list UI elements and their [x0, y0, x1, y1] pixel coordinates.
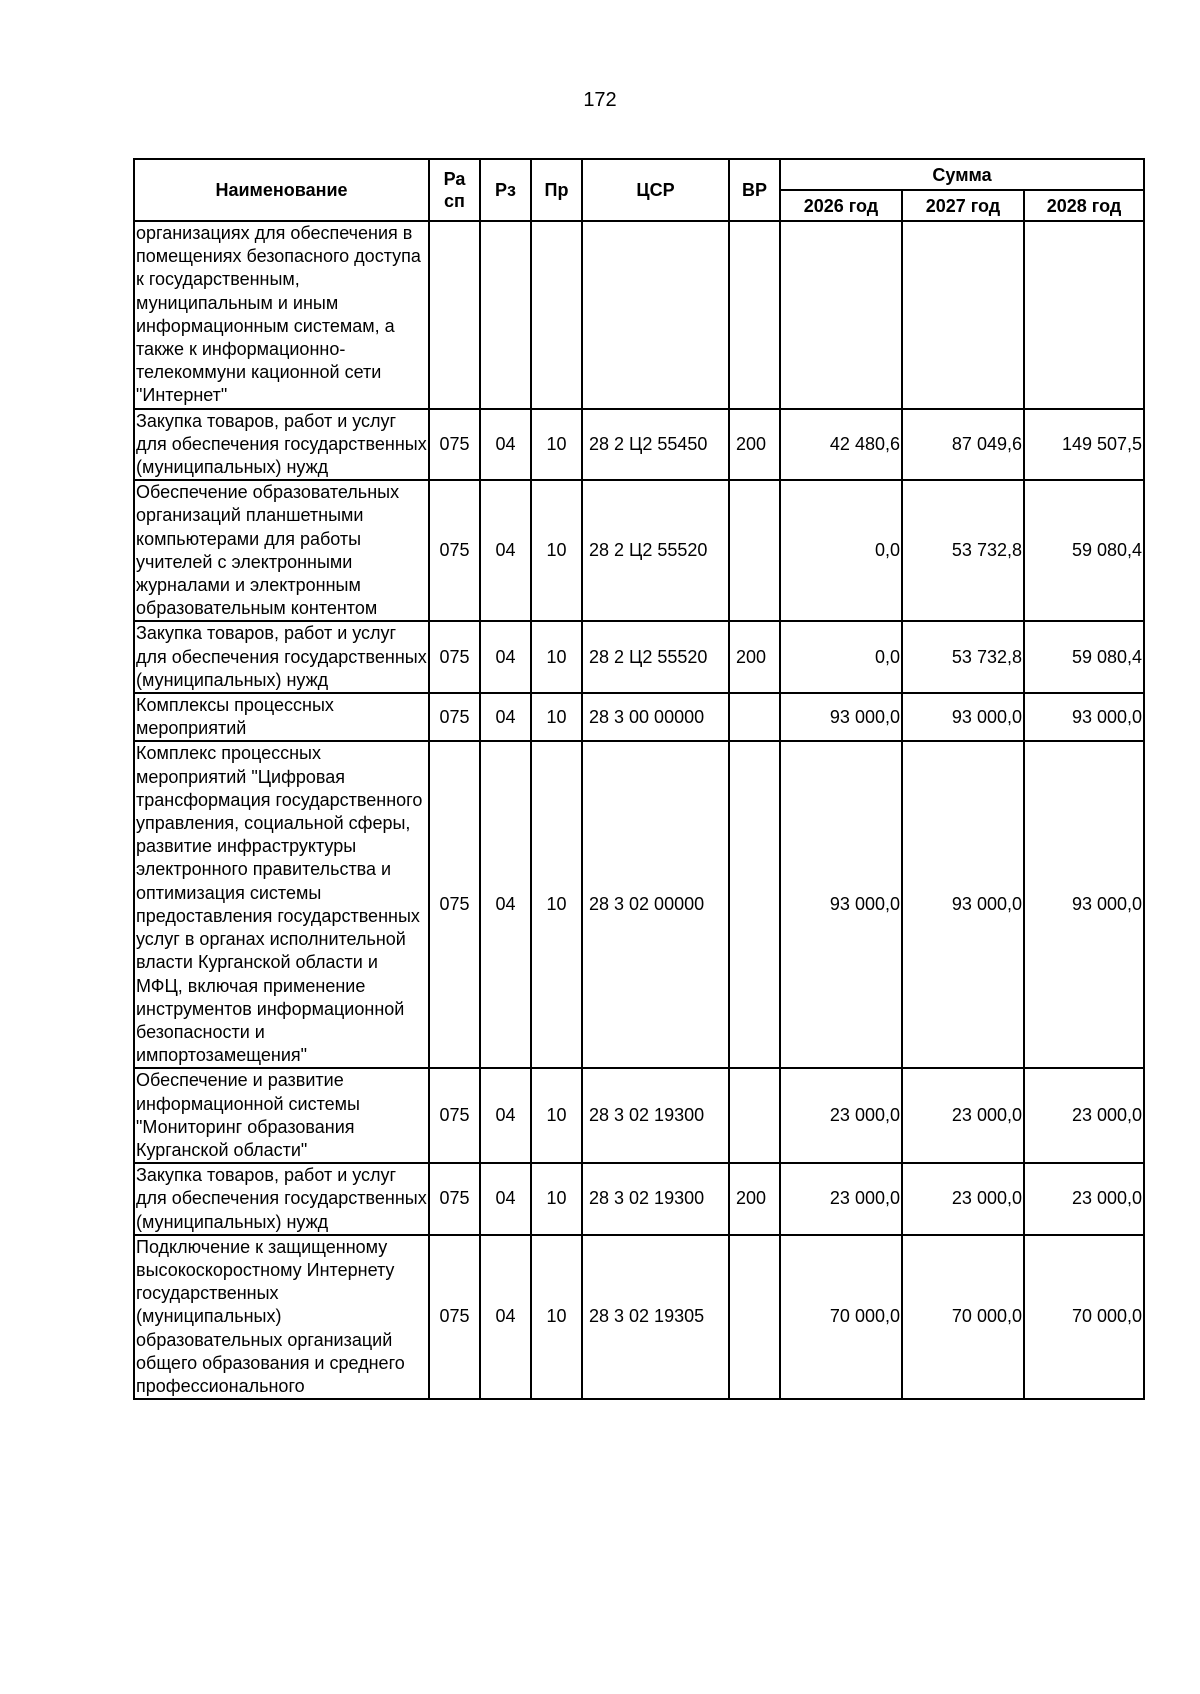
row-pr: 10 [531, 1068, 582, 1163]
table-row [134, 621, 1144, 693]
row-rz: 04 [480, 409, 531, 481]
row-amount-2026: 93 000,0 [780, 741, 902, 1068]
row-vr: 200 [729, 409, 780, 481]
header-rasp: Ра сп [429, 159, 480, 221]
row-name: организациях для обеспечения в помещениях безопасного доступа к государственным, муниципальным и иным информационным системам, а также к информационно-телекоммуни кационной сети "Интернет" [134, 221, 429, 409]
table-body [134, 221, 1144, 1399]
table-row [134, 1235, 1144, 1399]
row-name: Закупка товаров, работ и услуг для обеспечения государственных (муниципальных) нужд [134, 1163, 429, 1235]
table-row [134, 480, 1144, 621]
table-row [134, 221, 1144, 409]
row-rasp: 075 [429, 480, 480, 621]
header-csr: ЦСР [582, 159, 729, 221]
header-name: Наименование [134, 159, 429, 221]
row-amount-2028: 70 000,0 [1024, 1235, 1144, 1399]
row-csr [582, 221, 729, 409]
row-amount-2028: 59 080,4 [1024, 621, 1144, 693]
row-pr: 10 [531, 480, 582, 621]
header-year-2028: 2028 год [1024, 190, 1144, 221]
row-amount-2027: 87 049,6 [902, 409, 1024, 481]
row-rasp: 075 [429, 693, 480, 741]
row-vr [729, 693, 780, 741]
row-amount-2026: 23 000,0 [780, 1163, 902, 1235]
row-amount-2028: 149 507,5 [1024, 409, 1144, 481]
row-amount-2027: 93 000,0 [902, 693, 1024, 741]
row-amount-2026: 93 000,0 [780, 693, 902, 741]
row-name: Подключение к защищенному высокоскоростному Интернету государственных (муниципальных) образовательных организаций общего образования и среднего профессионального [134, 1235, 429, 1399]
row-vr [729, 480, 780, 621]
row-pr: 10 [531, 1235, 582, 1399]
page-number: 172 [583, 89, 617, 111]
row-amount-2028 [1024, 221, 1144, 409]
row-csr: 28 2 Ц2 55520 [582, 621, 729, 693]
row-vr [729, 1068, 780, 1163]
row-pr: 10 [531, 741, 582, 1068]
row-pr: 10 [531, 693, 582, 741]
row-amount-2027: 93 000,0 [902, 741, 1024, 1068]
table-row [134, 1163, 1144, 1235]
row-name: Закупка товаров, работ и услуг для обеспечения государственных (муниципальных) нужд [134, 621, 429, 693]
row-amount-2027: 70 000,0 [902, 1235, 1024, 1399]
row-amount-2026: 0,0 [780, 480, 902, 621]
row-rasp: 075 [429, 741, 480, 1068]
table-row [134, 741, 1144, 1068]
row-rasp: 075 [429, 1163, 480, 1235]
row-amount-2026: 0,0 [780, 621, 902, 693]
row-rz: 04 [480, 1068, 531, 1163]
row-name: Комплексы процессных мероприятий [134, 693, 429, 741]
table-row [134, 693, 1144, 741]
row-amount-2028: 59 080,4 [1024, 480, 1144, 621]
table-row [134, 1068, 1144, 1163]
table-row [134, 409, 1144, 481]
row-rasp [429, 221, 480, 409]
row-csr: 28 2 Ц2 55450 [582, 409, 729, 481]
header-sum: Сумма [780, 159, 1144, 190]
row-amount-2027: 23 000,0 [902, 1163, 1024, 1235]
row-rz: 04 [480, 1235, 531, 1399]
row-vr [729, 741, 780, 1068]
header-year-2027: 2027 год [902, 190, 1024, 221]
row-amount-2028: 23 000,0 [1024, 1068, 1144, 1163]
row-amount-2028: 93 000,0 [1024, 741, 1144, 1068]
row-csr: 28 3 02 19300 [582, 1068, 729, 1163]
row-amount-2026 [780, 221, 902, 409]
row-rasp: 075 [429, 621, 480, 693]
row-amount-2026: 70 000,0 [780, 1235, 902, 1399]
row-name: Закупка товаров, работ и услуг для обеспечения государственных (муниципальных) нужд [134, 409, 429, 481]
row-pr [531, 221, 582, 409]
row-vr: 200 [729, 621, 780, 693]
header-pr: Пр [531, 159, 582, 221]
row-rasp: 075 [429, 1235, 480, 1399]
row-pr: 10 [531, 1163, 582, 1235]
row-amount-2027 [902, 221, 1024, 409]
row-rz: 04 [480, 693, 531, 741]
row-amount-2028: 93 000,0 [1024, 693, 1144, 741]
row-csr: 28 3 02 19305 [582, 1235, 729, 1399]
header-rz: Рз [480, 159, 531, 221]
row-rz: 04 [480, 480, 531, 621]
row-csr: 28 3 02 00000 [582, 741, 729, 1068]
row-amount-2026: 23 000,0 [780, 1068, 902, 1163]
row-vr: 200 [729, 1163, 780, 1235]
row-amount-2027: 23 000,0 [902, 1068, 1024, 1163]
row-rz: 04 [480, 741, 531, 1068]
row-vr [729, 221, 780, 409]
row-rasp: 075 [429, 1068, 480, 1163]
row-amount-2026: 42 480,6 [780, 409, 902, 481]
row-rasp: 075 [429, 409, 480, 481]
header-vr: ВР [729, 159, 780, 221]
row-amount-2027: 53 732,8 [902, 480, 1024, 621]
row-rz: 04 [480, 1163, 531, 1235]
row-amount-2027: 53 732,8 [902, 621, 1024, 693]
row-csr: 28 2 Ц2 55520 [582, 480, 729, 621]
budget-table [133, 158, 1145, 1400]
row-pr: 10 [531, 621, 582, 693]
header-year-2026: 2026 год [780, 190, 902, 221]
row-rz: 04 [480, 621, 531, 693]
row-amount-2028: 23 000,0 [1024, 1163, 1144, 1235]
row-name: Обеспечение и развитие информационной системы "Мониторинг образования Курганской области" [134, 1068, 429, 1163]
row-pr: 10 [531, 409, 582, 481]
row-name: Комплекс процессных мероприятий "Цифровая трансформация государственного управления, социальной сферы, развитие инфраструктуры электронного правительства и оптимизация системы предоставления государственных услуг в органах исполнительной власти Курганской области и МФЦ, включая применение инструментов информационной безопасности и импортозамещения" [134, 741, 429, 1068]
row-csr: 28 3 00 00000 [582, 693, 729, 741]
row-vr [729, 1235, 780, 1399]
row-csr: 28 3 02 19300 [582, 1163, 729, 1235]
row-name: Обеспечение образовательных организаций планшетными компьютерами для работы учителей с электронными журналами и электронным образовательным контентом [134, 480, 429, 621]
row-rz [480, 221, 531, 409]
